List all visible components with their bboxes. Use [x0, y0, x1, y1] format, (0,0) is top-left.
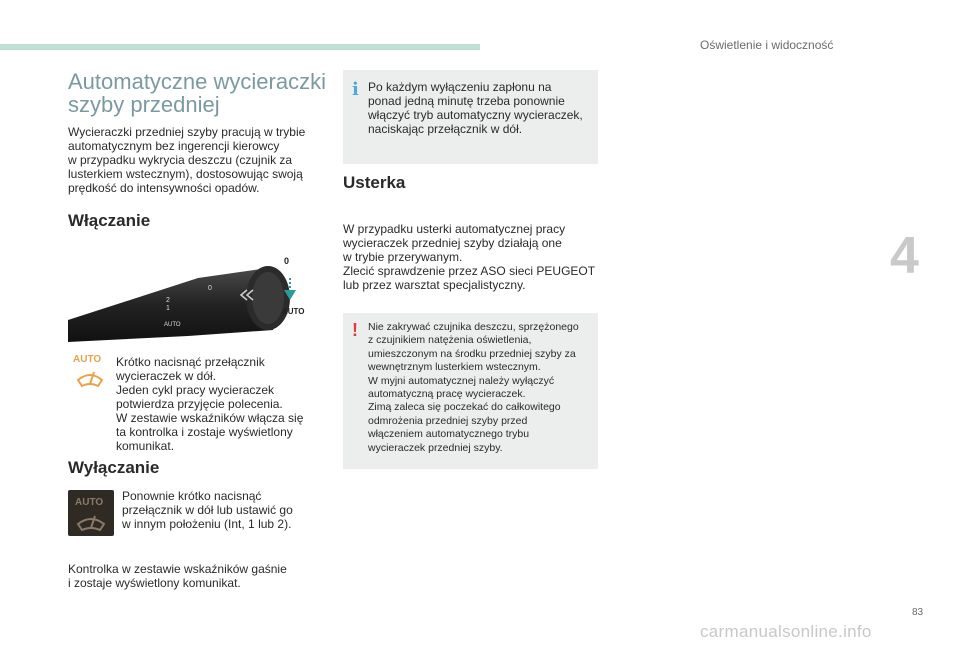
info-icon: i [352, 79, 359, 100]
header-accent-bar [0, 44, 480, 50]
heading-on: Włączanie [68, 211, 151, 230]
info-box-text: Po każdym wyłączeniu zapłonu na ponad jedną minutę trzeba ponownie włączyć tryb automatyczny wycieraczek, naciskając przełącznik w dół. [368, 80, 583, 136]
off-note: Kontrolka w zestawie wskaźników gaśnie i zostaje wyświetlony komunikat. [68, 562, 287, 590]
fault-paragraph: W przypadku usterki automatycznej pracy wycieraczek przedniej szyby działają one w trybie przerywanym. Zlecić sprawdzenie przez ASO sieci PEUGEOT lub przez warsztat specjalistyczny. [343, 222, 596, 292]
svg-text:2: 2 [166, 297, 170, 304]
auto-wiper-warning-icon [72, 352, 108, 392]
stalk-zero-label: 0 [284, 256, 290, 266]
stalk-auto-label: AUTO [282, 307, 305, 316]
heading-off: Wyłączanie [68, 458, 160, 477]
svg-text:AUTO: AUTO [73, 354, 102, 365]
on-instructions: Krótko nacisnąć przełącznik wycieraczek w dół. Jeden cykl pracy wycieraczek potwierdza przyjęcie polecenia. W zestawie wskaźników włącza się ta kontrolka i zostaje wyświetlony komunikat. [116, 355, 304, 453]
svg-text:AUTO: AUTO [164, 322, 181, 328]
chapter-number: 4 [890, 227, 919, 285]
watermark: carmanualsonline.info [700, 622, 872, 641]
wiper-stalk-illustration [68, 250, 312, 346]
warning-icon: ! [352, 320, 358, 340]
off-instructions: Ponownie krótko nacisnąć przełącznik w dół lub ustawić go w innym położeniu (Int, 1 lub 2). [122, 489, 293, 531]
warning-box-text: Nie zakrywać czujnika deszczu, sprzężonego z czujnikiem natężenia oświetlenia, umieszczonym na środku przedniej szyby za wewnętrznym lusterkiem wstecznym. W myjni automatycznej należy wyłączyć automatyczną pracę wycieraczek. Zimą zaleca się poczekać do całkowitego odmrożenia przedniej szyby przed włączeniem automatycznego trybu wycieraczek przedniej szyby. [368, 321, 579, 454]
page-title: Automatyczne wycieraczki szyby przedniej [68, 69, 326, 117]
auto-wiper-off-icon [68, 490, 114, 536]
intro-paragraph: Wycieraczki przedniej szyby pracują w trybie automatycznym bez ingerencji kierowcy w przypadku wykrycia deszczu (czujnik za lusterkiem wstecznym), dostosowując swoją prędkość do intensywności opadów. [68, 125, 306, 195]
heading-fault: Usterka [343, 173, 406, 192]
svg-text:0: 0 [208, 285, 212, 292]
svg-text:1: 1 [166, 305, 170, 312]
svg-text:AUTO: AUTO [75, 497, 104, 508]
section-title: Oświetlenie i widoczność [700, 38, 834, 52]
page-number: 83 [912, 607, 924, 618]
